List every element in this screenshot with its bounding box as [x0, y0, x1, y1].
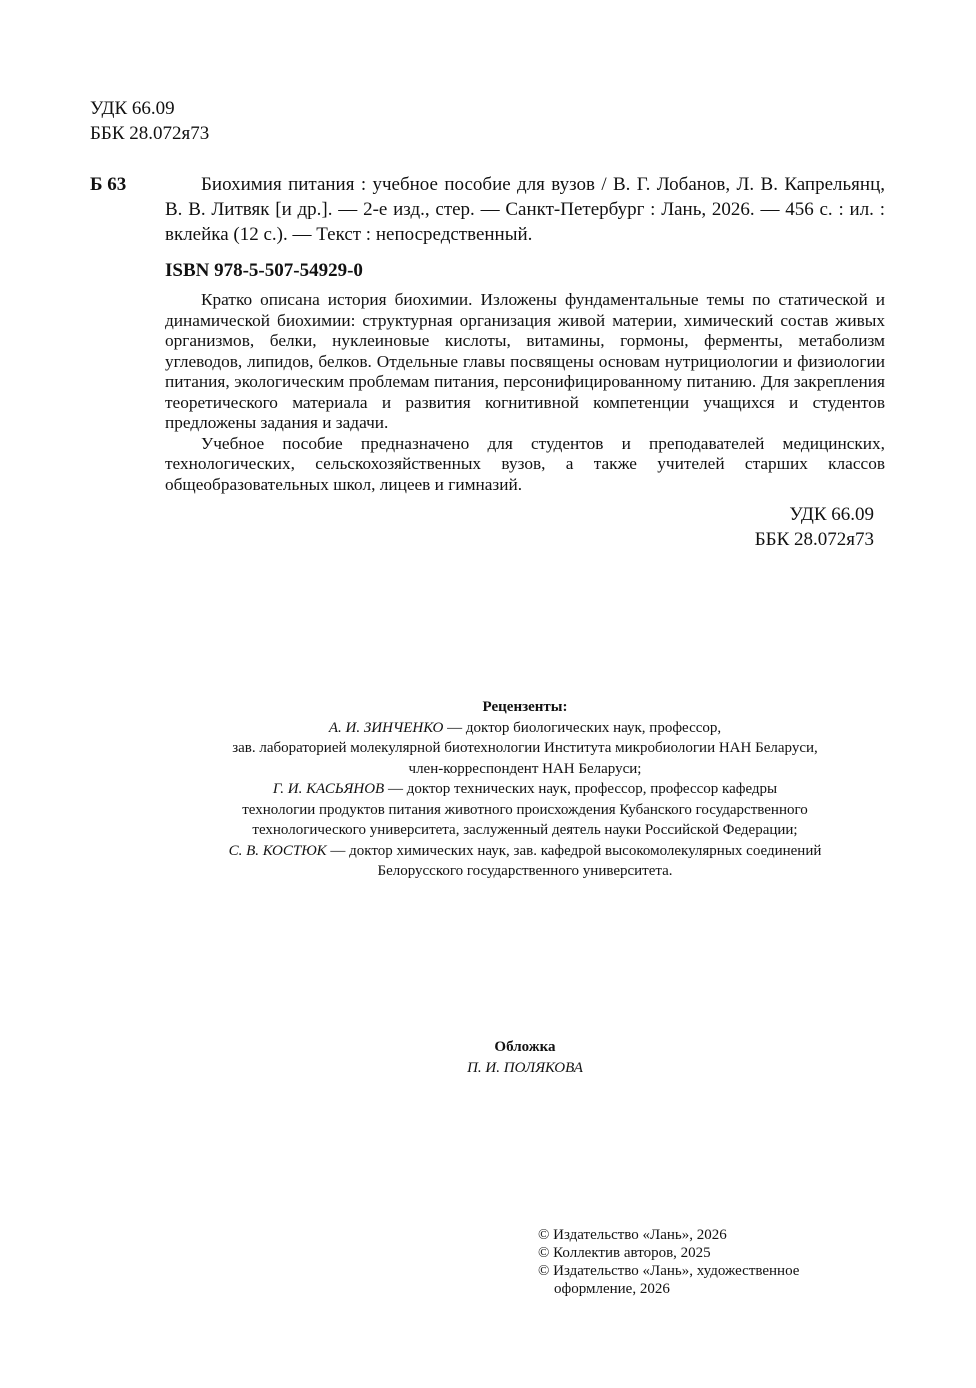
- copyright-line-3: © Издательство «Лань», художественное: [538, 1263, 800, 1279]
- annotation: [165, 290, 885, 495]
- reviewer-2-line-1: [0, 779, 976, 800]
- copyright-line-4: оформление, 2026: [554, 1281, 670, 1297]
- reviewers-heading: Рецензенты:: [482, 699, 568, 715]
- reviewer-1-title: — доктор биологических наук, профессор,: [443, 719, 722, 736]
- reviewer-1-name: А. И. ЗИНЧЕНКО: [328, 719, 444, 736]
- annotation-paragraph-2: Учебное пособие предназначено для студентов и преподавателей медицинских, технологических, сельскохозяйственных вузов, а также учителей старших классов общеобразовательных школ, лицеев и гимназий.: [165, 433, 885, 494]
- reviewer-2-line-3: технологического университета, заслуженный деятель науки Российской Федерации;: [252, 822, 798, 838]
- footer-classification-codes: [755, 502, 874, 552]
- reviewer-3-line-2: Белорусского государственного университета.: [377, 863, 673, 879]
- reviewer-2-title: — доктор технических наук, профессор, профессор кафедры: [384, 781, 778, 797]
- author-mark: Б 63: [90, 174, 127, 195]
- header-udk-code: УДК 66.09: [90, 98, 175, 119]
- reviewer-3-title: — доктор химических наук, зав. кафедрой высокомолекулярных соединений: [326, 842, 822, 859]
- cover-designer: П. И. ПОЛЯКОВА: [467, 1059, 583, 1076]
- footer-bbk-code: ББК 28.072я73: [754, 529, 874, 550]
- cover-credit: [0, 1037, 976, 1078]
- isbn: ISBN 978-5-507-54929-0: [165, 260, 363, 281]
- reviewer-1-line-2: зав. лабораторией молекулярной биотехнологии Института микробиологии НАН Беларуси,: [232, 740, 818, 756]
- reviewer-1-line-3: член-корреспондент НАН Беларуси;: [408, 760, 642, 777]
- bibliographic-description: Биохимия питания : учебное пособие для вузов / В. Г. Лобанов, Л. В. Капрельянц, В. В. Литвяк [и др.]. — 2-е изд., стер. — Санкт-Петербург : Лань, 2026. — 456 с. : ил. : вклейка (12 с.). — Текст : непосредственный.: [165, 174, 885, 245]
- reviewer-3-line-1: [0, 841, 976, 862]
- reviewer-2-name: Г. И. КАСЬЯНОВ: [272, 781, 385, 797]
- copyright-line-1: © Издательство «Лань», 2026: [538, 1227, 727, 1243]
- cover-heading: Обложка: [494, 1039, 556, 1055]
- reviewer-3-name: С. В. КОСТЮК: [228, 842, 327, 859]
- footer-udk-code: УДК 66.09: [789, 504, 874, 525]
- header-bbk-code: ББК 28.072я73: [90, 123, 210, 144]
- header-classification-codes: [90, 96, 209, 146]
- copyright-line-2: © Коллектив авторов, 2025: [538, 1245, 711, 1261]
- annotation-paragraph-1: Кратко описана история биохимии. Изложены фундаментальные темы по статической и динамической биохимии: структурная организация живой материи, химический состав живых организмов, белки, нуклеиновые кислоты, витамины, гормоны, ферменты, метаболизм углеводов, липидов, белков. Отдельные главы посвящены основам нутрициологии и физиологии питания, экологическим проблемам питания, персонифицированному питанию. Для закрепления теоретического материала и развития когнитивной компетенции учащихся и студентов предложены задания и задачи.: [165, 290, 885, 432]
- reviewer-2-line-2: технологии продуктов питания животного происхождения Кубанского государственного: [242, 801, 808, 818]
- reviewers-block: [0, 697, 976, 882]
- reviewer-1-line-1: [0, 718, 976, 739]
- copyright-block: [538, 1226, 868, 1298]
